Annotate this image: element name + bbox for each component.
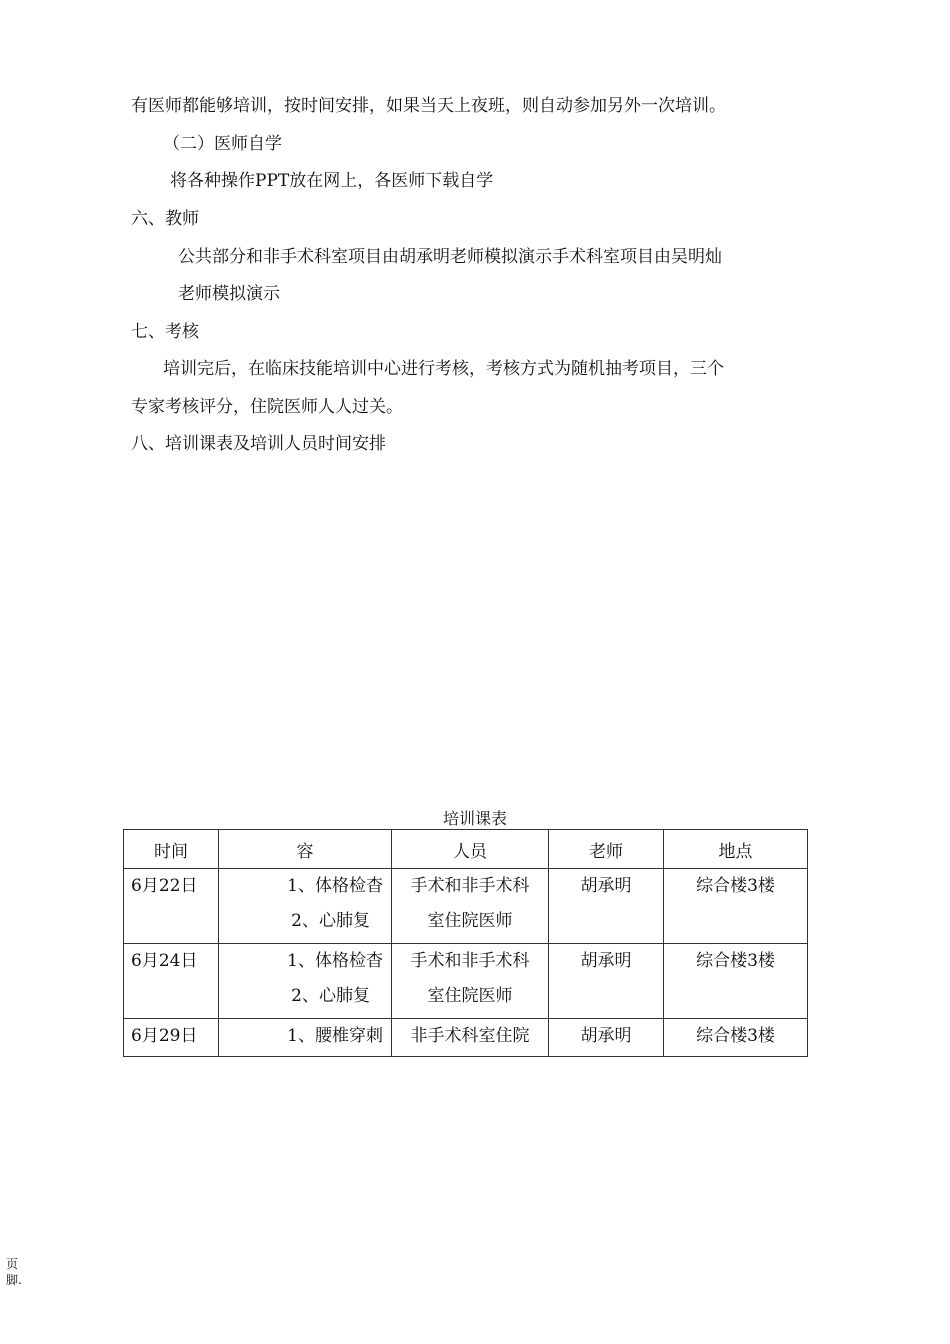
header-teacher: 老师 bbox=[549, 830, 664, 869]
table-row bbox=[124, 1019, 808, 1057]
cell-time: 6月24日 bbox=[124, 944, 219, 1019]
cell-teacher: 胡承明 bbox=[549, 1019, 664, 1057]
paragraph-assessment-1: 培训完后，在临床技能培训中心进行考核，考核方式为随机抽考项目，三个 bbox=[163, 359, 724, 379]
cell-place: 综合楼3楼 bbox=[664, 1019, 808, 1057]
content-line: 2、心肺复 bbox=[291, 986, 370, 1006]
cell-content bbox=[219, 869, 392, 944]
header-people: 人员 bbox=[392, 830, 549, 869]
cell-place: 综合楼3楼 bbox=[664, 944, 808, 1019]
people-line: 室住院医师 bbox=[427, 986, 513, 1006]
paragraph-assessment-2: 专家考核评分，住院医师人人过关。 bbox=[131, 397, 403, 417]
footer-line-1: 页 bbox=[6, 1257, 19, 1271]
content-line: 1、体格检杳 bbox=[287, 951, 383, 971]
content-line: 1、腰椎穿刺 bbox=[287, 1026, 383, 1046]
cell-place: 综合楼3楼 bbox=[664, 869, 808, 944]
heading-self-study: （二）医师自学 bbox=[163, 134, 282, 154]
table-row bbox=[124, 869, 808, 944]
header-time: 时间 bbox=[124, 830, 219, 869]
table-title: 培训课表 bbox=[442, 809, 507, 828]
schedule-table bbox=[123, 829, 808, 1057]
cell-teacher: 胡承明 bbox=[549, 869, 664, 944]
paragraph-line-1: 有医师都能够培训，按时间安排，如果当天上夜班，则自动参加另外一次培训。 bbox=[131, 96, 726, 116]
cell-people bbox=[392, 1019, 549, 1057]
content-line: 2、心肺复 bbox=[291, 911, 370, 931]
cell-people bbox=[392, 944, 549, 1019]
heading-assessment: 七、考核 bbox=[131, 322, 199, 342]
people-line: 手术和非手术科 bbox=[410, 876, 530, 896]
cell-time: 6月22日 bbox=[124, 869, 219, 944]
table-row bbox=[124, 944, 808, 1019]
header-content: 容 bbox=[219, 830, 392, 869]
header-place: 地点 bbox=[664, 830, 808, 869]
cell-teacher: 胡承明 bbox=[549, 944, 664, 1019]
table-header-row bbox=[124, 830, 808, 869]
cell-time: 6月29日 bbox=[124, 1019, 219, 1057]
page-footer bbox=[6, 1256, 22, 1288]
people-line: 非手术科室住院 bbox=[410, 1026, 530, 1046]
cell-content bbox=[219, 1019, 392, 1057]
cell-content bbox=[219, 944, 392, 1019]
heading-teachers: 六、教师 bbox=[131, 209, 199, 229]
people-line: 手术和非手术科 bbox=[410, 951, 530, 971]
people-line: 室住院医师 bbox=[427, 911, 513, 931]
paragraph-teachers-1: 公共部分和非手术科室项目由胡承明老师模拟演示手术科室项目由吴明灿 bbox=[178, 247, 722, 267]
footer-line-2: 脚. bbox=[6, 1273, 22, 1287]
paragraph-self-study: 将各种操作PPT放在网上，各医师下载自学 bbox=[170, 171, 494, 191]
paragraph-teachers-2: 老师模拟演示 bbox=[178, 284, 280, 304]
cell-people bbox=[392, 869, 549, 944]
heading-schedule: 八、培训课表及培训人员时间安排 bbox=[131, 434, 386, 454]
content-line: 1、体格检杳 bbox=[287, 876, 383, 896]
